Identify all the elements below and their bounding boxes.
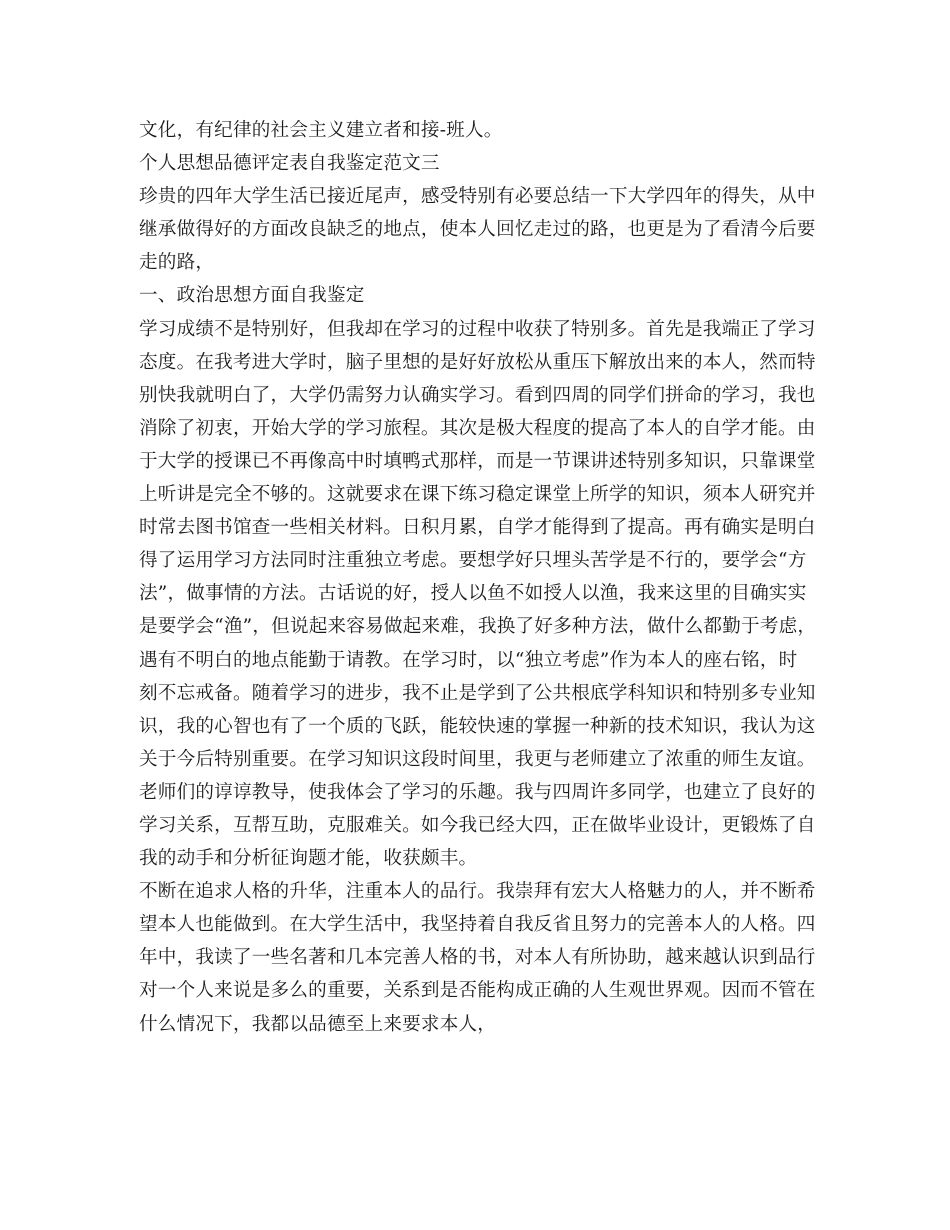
text-line: 走的路， xyxy=(139,252,215,274)
document-paragraph xyxy=(139,114,829,147)
document-paragraph xyxy=(139,313,829,876)
text-line: 一、政治思想方面自我鉴定 xyxy=(139,285,365,307)
text-line: 时常去图书馆查一些相关材料。日积月累，自学才能得到了提高。再有确实是明白 xyxy=(139,517,816,539)
text-line: 态度。在我考进大学时，脑子里想的是好好放松从重压下解放出来的本人，然而特 xyxy=(139,351,816,373)
text-line: 于大学的授课已不再像高中时填鸭式那样，而是一节课讲述特别多知识，只靠课堂 xyxy=(139,450,816,472)
document-paragraph xyxy=(139,875,829,1040)
text-line: 消除了初衷，开始大学的学习旅程。其次是极大程度的提高了本人的自学才能。由 xyxy=(139,417,816,439)
text-line: 年中，我读了一些名著和几本完善人格的书，对本人有所协助，越来越认识到品行 xyxy=(139,947,816,969)
text-line: 继承做得好的方面改良缺乏的地点，使本人回忆走过的路，也更是为了看清今后要 xyxy=(139,219,816,241)
text-line: 法”，做事情的方法。古话说的好，授人以鱼不如授人以渔，我来这里的目确实实 xyxy=(139,583,807,605)
text-line: 文化，有纪律的社会主义建立者和接-班人。 xyxy=(139,120,503,141)
text-line: 老师们的谆谆教导，使我体会了学习的乐趣。我与四周许多同学，也建立了良好的 xyxy=(139,781,816,803)
text-line: 别快我就明白了，大学仍需努力认确实学习。看到四周的同学们拼命的学习，我也 xyxy=(139,384,816,406)
text-line: 我的动手和分析征询题才能，收获颇丰。 xyxy=(139,848,478,870)
text-line: 不断在追求人格的升华，注重本人的品行。我崇拜有宏大人格魅力的人，并不断希 xyxy=(139,881,816,903)
text-line: 遇有不明白的地点能勤于请教。在学习时，以“独立考虑”作为本人的座右铭，时 xyxy=(139,649,798,671)
text-line: 什么情况下，我都以品德至上来要求本人， xyxy=(139,1013,497,1035)
text-line: 关于今后特别重要。在学习知识这段时间里，我更与老师建立了浓重的师生友谊。 xyxy=(139,748,816,770)
text-line: 望本人也能做到。在大学生活中，我坚持着自我反省且努力的完善本人的人格。四 xyxy=(139,914,816,936)
document-paragraph xyxy=(139,147,829,180)
text-line: 上听讲是完全不够的。这就要求在课下练习稳定课堂上所学的知识，须本人研究并 xyxy=(139,484,816,506)
document-paragraph xyxy=(139,279,829,312)
text-line: 得了运用学习方法同时注重独立考虑。要想学好只埋头苦学是不行的，要学会“方 xyxy=(139,550,807,572)
document-body xyxy=(139,114,829,1041)
text-line: 对一个人来说是多么的重要，关系到是否能构成正确的人生观世界观。因而不管在 xyxy=(139,980,816,1002)
text-line: 珍贵的四年大学生活已接近尾声，感受特别有必要总结一下大学四年的得失，从中 xyxy=(139,186,816,208)
text-line: 识，我的心智也有了一个质的飞跃，能较快速的掌握一种新的技术知识，我认为这 xyxy=(139,715,816,737)
text-line: 学习关系，互帮互助，克服难关。如今我已经大四，正在做毕业设计，更锻炼了自 xyxy=(139,814,816,836)
text-line: 刻不忘戒备。随着学习的进步，我不止是学到了公共根底学科知识和特别多专业知 xyxy=(139,682,816,704)
text-line: 个人思想品德评定表自我鉴定范文三 xyxy=(139,153,440,175)
document-paragraph xyxy=(139,180,829,279)
text-line: 是要学会“渔”，但说起来容易做起来难，我换了好多种方法，做什么都勤于考虑， xyxy=(139,616,817,638)
text-line: 学习成绩不是特别好，但我却在学习的过程中收获了特别多。首先是我端正了学习 xyxy=(139,318,816,340)
